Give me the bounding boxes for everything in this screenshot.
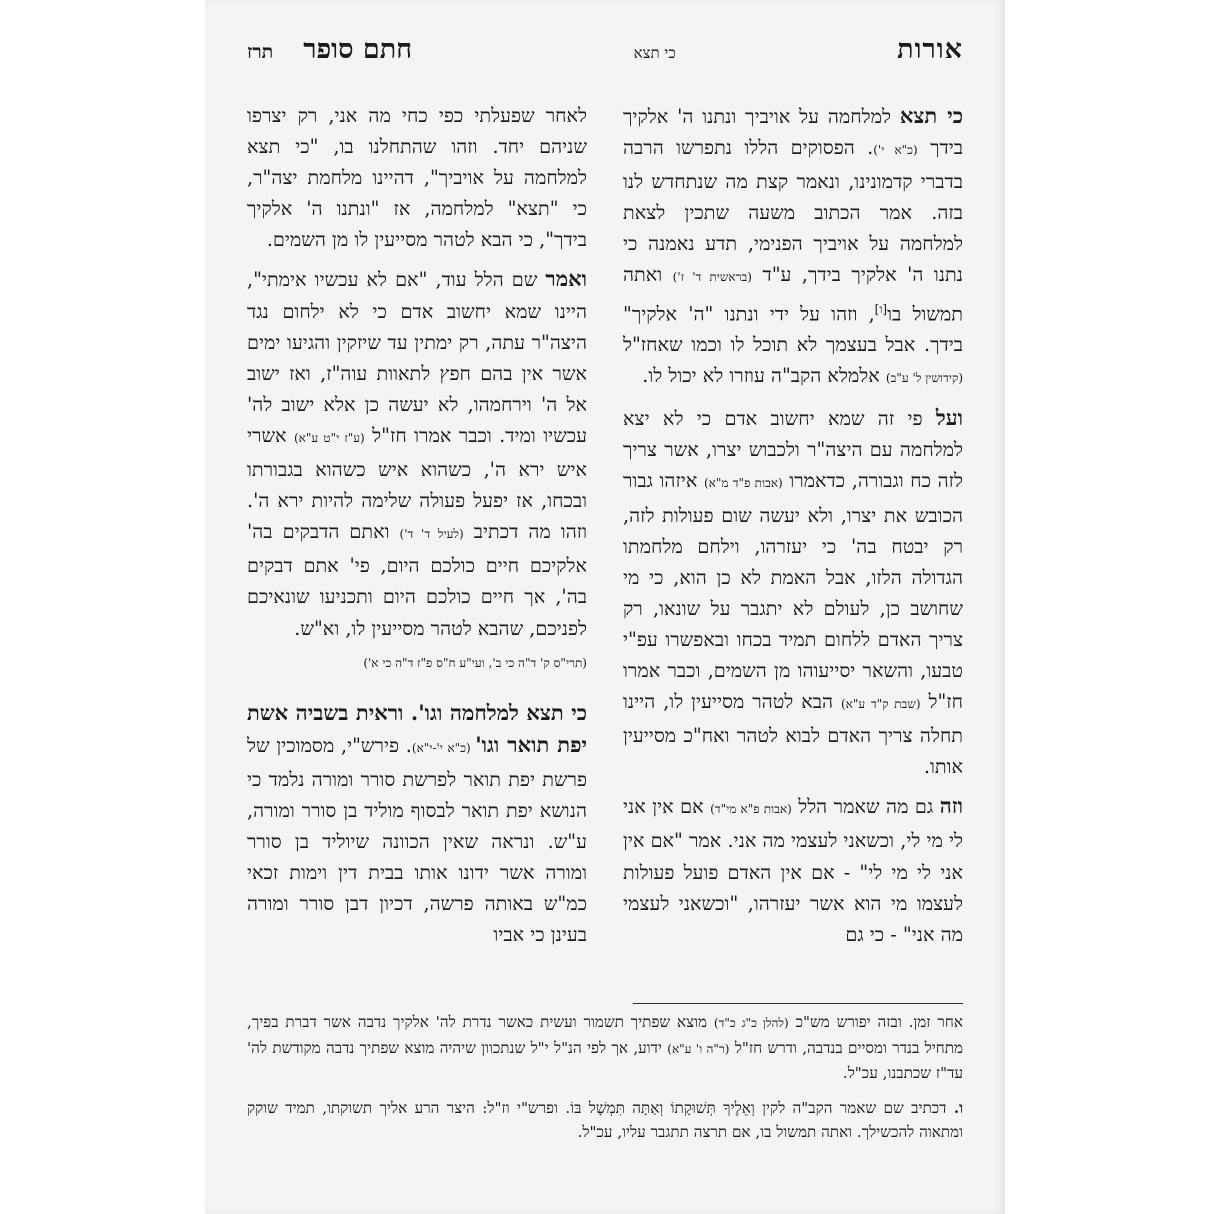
text-columns (247, 100, 963, 970)
source-citation: (ע"ז י"ט ע"א) (294, 430, 365, 445)
paragraph-lead: יפת תואר וגו' (475, 731, 587, 757)
footnote (247, 1010, 963, 1086)
page-number: תרז (247, 41, 274, 63)
footnote-divider (633, 1003, 963, 1004)
paragraph (623, 402, 963, 782)
paragraph-lead: כי תצא (899, 103, 964, 128)
paragraph-text: לאחר שפעלתי כפי כחי מה אני, רק יצרפו שניהם יחד. וזהו שהתחלנו בו, "כי תצא למלחמה על אויביך", דהיינו מלחמת יצה"ר, כי "תצא" למלחמה, אז "ונתנו ה' אלקיך בידך", כי הבא לטהר מסייעין לו מן השמים. (247, 104, 587, 252)
source-citation: (לעיל ד' ד') (399, 527, 464, 542)
paragraph (623, 790, 963, 949)
paragraph-text: פי זה שמא יחשוב אדם כי לא יצא למלחמה עם היצה"ר ולכבוש יצרו, אשר צריך לזה כח וגבורה, כדאמרו (623, 407, 963, 493)
footnote-number: ו. (953, 1098, 963, 1117)
header-left-group (247, 34, 412, 65)
source-citation: (קידושין ל' ע"ב) (885, 371, 963, 386)
source-citation: (להלן כ"ג כ"ד) (713, 1016, 789, 1030)
paragraph (623, 100, 963, 394)
footnote-text: אחר זמן. ובזה יפורש מש"כ (788, 1013, 963, 1031)
left-column (247, 100, 587, 970)
source-citation: (אבות פ"א מי"ד) (710, 802, 792, 817)
footnotes (247, 1010, 963, 1155)
footnote (247, 1096, 963, 1145)
footnote-text: דכתיב שם שאמר הקב"ה לקין וְאֵלֶיךָ תְּשׁוּקָתוֹ וְאַתָּה תִּמְשָׁל בּוֹ. ופרש"י וז"ל: היצר הרע אליך תשוקתו, תמיד שוקק ומתאוה להכשילך. ואתה תמשול בו, אם תרצה תתגבר עליו, עכ"ל. (247, 1098, 963, 1141)
source-citation: (כ"א י'-י"א) (411, 740, 476, 755)
footnote-marker[interactable]: [ו] (874, 301, 888, 316)
paragraph-text: . פירש"י, מסמוכין של פרשת יפת תואר לפרשת סורר ומורה נלמד כי הנושא יפת תואר לבסוף מוליד בן סורר ומורה, ע"ש. ונראה שאין הכוונה שיוליד בן סורר ומורה אשר ידונו אותו בבית דין וימות זכאי כמ"ש באותה פרשה, דכיון דבן סורר ומורה בעינן כי אביו (247, 733, 587, 947)
source-citation: (כ"א י') (873, 143, 918, 158)
parsha-name: כי תצא (633, 44, 676, 62)
page-header (247, 34, 963, 74)
source-citation: (אבות פ"ד מ"א) (703, 476, 783, 491)
source-citation: (שבת ק"ד ע"א) (840, 697, 921, 712)
book-page (205, 0, 1005, 1214)
section-title: אורות (897, 34, 963, 65)
paragraph-text: הבא לטהר מסייעין לו, היינו תחלה צריך האדם לבוא לטהר ואח"כ מסייעין אותו. (623, 690, 963, 779)
paragraph-text: שם הלל עוד, "אם לא עכשיו אימתי", היינו שמא יחשוב אדם כי לא ילחום נגד היצה"ר עתה, רק ימתין עד שיזקין והגיעו ימים אשר אין בהם חפץ לתאוות עוה"ז, ואז ישוב אל ה' וירחמהו, לא יעשה כן אלא ישוב לה' עכשיו ומיד. וכבר אמרו חז"ל (247, 268, 588, 447)
paragraph-text: אלמלא הקב"ה עוזרו לא יכול לו. (642, 364, 886, 388)
footnote-text: מוצא שפתיך תשמור ועשית כאשר נדרת לה' אלקיך נדבה אשר דברת בפיך, מתחיל בנדר ומסיים בנדבה, ודרש חז"ל (247, 1013, 963, 1057)
paragraph-text: ואתם הדבקים בה' אלקיכם חיים כולכם היום, פי' אתם דבקים בה', אך חיים כולכם היום ותכניעו שונאיכם לפניכם, שהבא לטהר מסייעין לו, וא"ש. (247, 520, 587, 640)
paragraph-text: גם מה שאמר הלל (791, 795, 940, 819)
paragraph-text: איזהו גבור הכובש את יצרו, ולא יעשה שום פעולות לזה, רק יבטח בה' כי יעזרהו, וילחם מלחמתו הגדולה הלזו, אבל האמת לא כן הוא, כי מי שחושב כן, לעולם לא יתגבר על שונאו, רק צריך האדם ללחום תמיד בכחו ובאפשרו עפ"י טבעו, והשאר יסייעוהו מן השמים, וכבר אמרו חז"ל (623, 469, 963, 714)
section-citation: (תרי"ס ק' ד"ה כי ב', ועי"ע ח"ס פ"ז ד"ה כי א') (363, 655, 587, 670)
right-column (623, 100, 963, 970)
paragraph (247, 263, 587, 643)
paragraph-lead: כי תצא למלחמה וגו'. וראית בשביה אשת (247, 699, 587, 725)
paragraph (247, 100, 587, 255)
paragraph (247, 697, 587, 951)
paragraph-lead: וזה (939, 793, 963, 819)
source-citation: (בראשית ד' ז') (672, 270, 752, 285)
paragraph-text: ואתה תמשול בו (623, 263, 963, 325)
paragraph-lead: ואמר (545, 266, 587, 292)
book-title: חתם סופר (303, 34, 413, 65)
paragraph-text: . הפסוקים הללו נתפרשו הרבה בדברי קדמונינו, ונאמר קצת מה שנתחדש לנו בזה. אמר הכתוב משעה שתכין לצאת למלחמה על אויביך הפנימי, תדע נאמנה כי נתנו ה' אלקיך בידך, ע"ד (623, 136, 963, 287)
paragraph-text: אם אין אני לי מי לי, וכשאני לעצמי מה אני. אמר "אם אין אני לי מי לי" - אם אין האדם פועל פעולות לעצמו מי הוא אשר יעזרהו, "וכשאני לעצמי מה אני" - כי גם (623, 795, 963, 946)
paragraph-text: , וזהו על ידי ונתנו "ה' אלקיך" בידך. אבל בעצמך לא תוכל לו וכמו שאחז"ל (623, 301, 963, 357)
paragraph-text: למלחמה על אויביך ונתנו ה' אלקיך בידך (623, 105, 963, 160)
source-citation: (ר"ה ו' ע"א) (667, 1041, 730, 1056)
paragraph-lead: ועל (935, 405, 963, 431)
paragraph-text: אשרי איש ירא ה', כשהוא איש כשהוא בגבורתו ובכחו, אז יפעל פעולה שלימה להיות ירא ה'. וזהו מה דכתיב (247, 423, 588, 544)
footnote-text: ידוע, אך לפי הנ"ל י"ל שנתכוון שיהיה מוצא שפתיך נדבה מקודשת לה' עד"ז שכתבנו, עכ"ל. (247, 1038, 963, 1082)
